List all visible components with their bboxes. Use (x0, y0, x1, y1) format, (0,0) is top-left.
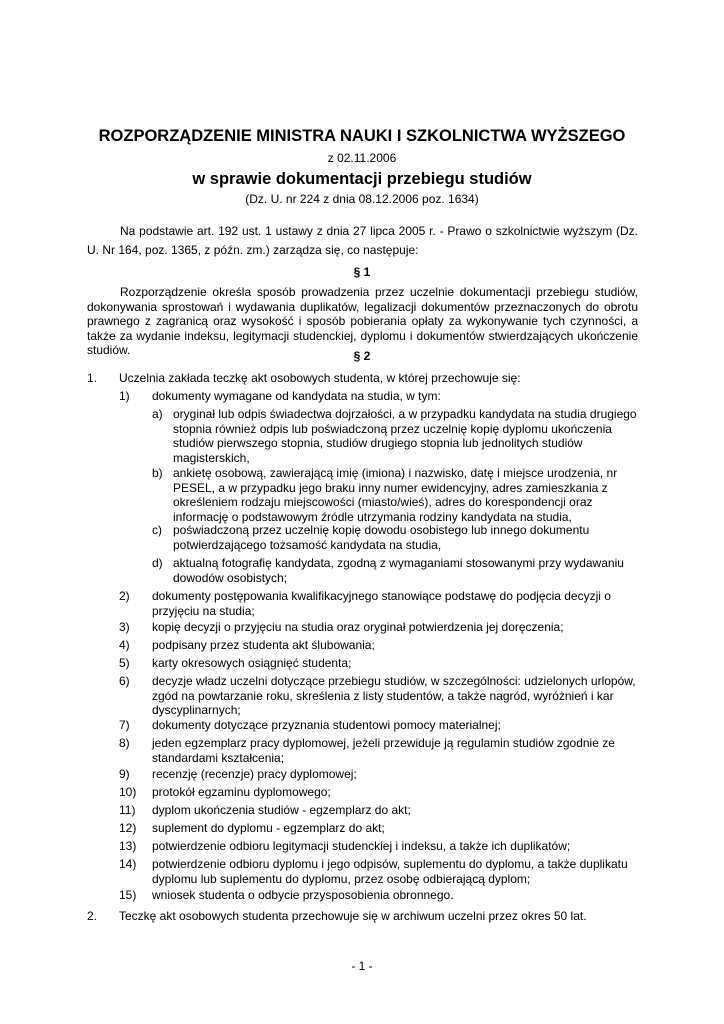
point-text: Uczelnia zakłada teczkę akt osobowych studenta, w której przechowuje się: (119, 371, 521, 385)
section-2-sign: § 2 (353, 349, 371, 363)
item-number: 7) (119, 718, 130, 732)
item-number: 9) (119, 767, 130, 781)
point-number: 2. (87, 909, 98, 923)
item-number: 15) (119, 888, 137, 902)
item-number: 12) (119, 821, 137, 835)
item-number: 14) (119, 857, 137, 871)
subitem-letter: a) (152, 407, 163, 421)
item-number: 6) (119, 674, 130, 688)
item-text: dyplom ukończenia studiów - egzemplarz do akt; (152, 803, 411, 817)
subitem-text: oryginał lub odpis świadectwa dojrzałości, a w przypadku kandydata na studia drugiego stopnia również odpis lub poświadczoną przez uczelnię kopię dyplomu ukończenia studiów pierwszego stopnia, studiów drugiego stopnia lub jednolitych studiów magisterskich, (173, 407, 637, 465)
point-text: Teczkę akt osobowych studenta przechowuje się w archiwum uczelni przez okres 50 lat. (119, 909, 587, 923)
page-number: - 1 - (351, 959, 373, 973)
item-text: protokół egzaminu dyplomowego; (152, 785, 331, 799)
item-text: potwierdzenie odbioru dyplomu i jego odpisów, suplementu do dyplomu, a także duplikatu dyplomu lub suplementu do dyplomu, przez osobę odbierającą dyplom; (152, 857, 628, 886)
item-text: recenzję (recenzje) pracy dyplomowej; (152, 767, 357, 781)
document-reference: (Dz. U. nr 224 z dnia 08.12.2006 poz. 1634) (245, 192, 479, 206)
subitem-letter: d) (152, 556, 163, 570)
document-title: ROZPORZĄDZENIE MINISTRA NAUKI I SZKOLNICTWA WYŻSZEGO (98, 127, 626, 145)
item-number: 13) (119, 839, 137, 853)
point-number: 1. (87, 371, 98, 385)
item-number: 3) (119, 620, 130, 634)
item-number: 8) (119, 736, 130, 750)
item-text: karty okresowych osiągnięć studenta; (152, 656, 352, 670)
item-number: 5) (119, 656, 130, 670)
document-subtitle: w sprawie dokumentacji przebiegu studiów (192, 170, 532, 188)
intro-paragraph: Na podstawie art. 192 ust. 1 ustawy z dnia 27 lipca 2005 r. - Prawo o szkolnictwie wyższym (Dz. U. Nr 164, poz. 1365, z późn. zm.) zarządza się, co następuje: (87, 224, 638, 257)
item-text: dokumenty dotyczące przyznania studentowi pomocy materialnej; (152, 718, 501, 732)
item-number: 10) (119, 785, 137, 799)
item-text: dokumenty wymagane od kandydata na studia, w tym: (152, 389, 441, 403)
item-text: wniosek studenta o odbycie przysposobienia obronnego. (152, 888, 454, 902)
item-text: decyzje władz uczelni dotyczące przebiegu studiów, w szczególności: udzielonych urlopów, zgód na powtarzanie roku, skreślenia z listy studentów, a także nagród, wyróżnień i kar dyscyplinarnych; (152, 674, 636, 717)
item-number: 1) (119, 389, 130, 403)
subitem-text: ankietę osobową, zawierającą imię (imiona) i nazwisko, datę i miejsce urodzenia, nr PESEL, a w przypadku jego braku inny numer ewidencyjny, adres zamieszkania z określeniem rodzaju miejscowości (miasto/wieś), adres do korespondencji oraz informację o podstawowym źródle utrzymania rodziny kandydata na studia, (173, 466, 618, 524)
subitem-text: poświadczoną przez uczelnię kopię dowodu osobistego lub innego dokumentu potwierdzającego tożsamość kandydata na studia, (173, 523, 590, 552)
item-number: 4) (119, 638, 130, 652)
item-text: podpisany przez studenta akt ślubowania; (152, 638, 375, 652)
subitem-letter: b) (152, 466, 163, 480)
subitem-letter: c) (152, 523, 162, 537)
item-text: potwierdzenie odbioru legitymacji studenckiej i indeksu, a także ich duplikatów; (152, 839, 571, 853)
item-number: 2) (119, 589, 130, 603)
subitem-text: aktualną fotografię kandydata, zgodną z wymaganiami stosowanymi przy wydawaniu dowodów osobistych; (173, 556, 624, 585)
item-text: dokumenty postępowania kwalifikacyjnego stanowiące podstawę do podjęcia decyzji o przyjęciu na studia; (152, 589, 611, 618)
item-text: jeden egzemplarz pracy dyplomowej, jeżeli przewiduje ją regulamin studiów zgodnie ze standardami kształcenia; (152, 736, 615, 765)
item-text: kopię decyzji o przyjęciu na studia oraz oryginał potwierdzenia jej doręczenia; (152, 620, 564, 634)
section-1-text: Rozporządzenie określa sposób prowadzenia przez uczelnie dokumentacji przebiegu studiów, dokonywania sprostowań i wydawania duplikatów, legalizacji dokumentów przeznaczonych do obrotu prawnego z zagranicą oraz wysokość i sposób pobierania opłaty za wykonywanie tych czynności, a także za wydanie indeksu, legitymacji studenckiej, dyplomu i dokumentów stwierdzających ukończenie studiów. (87, 285, 638, 358)
document-date: z 02.11.2006 (327, 151, 397, 165)
item-text: suplement do dyplomu - egzemplarz do akt; (152, 821, 385, 835)
item-number: 11) (119, 803, 136, 817)
section-1-sign: § 1 (353, 265, 371, 279)
